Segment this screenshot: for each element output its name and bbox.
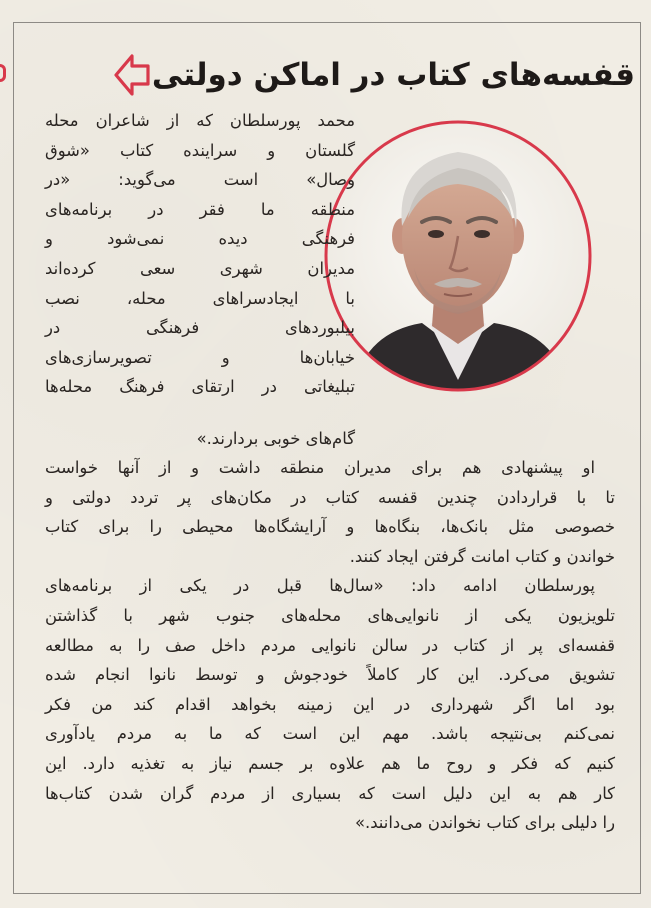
text-line: با ایجادسراهای محله، نصب (45, 288, 355, 308)
text-line: او پیشنهادی هم برای مدیران منطقه داشت و از آنها خواست (45, 458, 595, 477)
text-line: تبلیغاتی در ارتقای فرهنگ محله‌ها (45, 377, 355, 397)
paragraph-proposal (45, 453, 615, 571)
text-line: پورسلطان ادامه داد: «سال‌ها قبل در یکی از برنامه‌های (45, 576, 595, 596)
headline: قفسه‌های کتاب در اماکن دولتی (151, 57, 635, 93)
intro-paragraph-end (45, 424, 355, 454)
arrow-left-outline-icon (112, 50, 152, 100)
text-line: کنیم که فکر و روح ما هم علاوه بر جسم نیاز به تغذیه دارد. این (45, 753, 615, 773)
article-body (45, 453, 615, 838)
text-line: کار هم به این دلیل است که بسیاری از مردم گران شدن کتاب‌ها (45, 783, 615, 803)
text-line: خواندن و کتاب امانت گرفتن ایجاد کنند. (349, 546, 615, 566)
text-line: را دلیلی برای کتاب نخواندن می‌دانند.» (354, 813, 615, 833)
text-line: نمی‌کنم بی‌نتیجه باشد. مهم این است که ما به مردم یادآوری (45, 724, 615, 744)
text-line: بود اما اگر شهرداری در این زمینه بخواهد اقدام کند من فکر (45, 694, 615, 714)
portrait-photo (322, 118, 594, 394)
text-line: محمد پورسلطان که از شاعران محله (45, 111, 355, 130)
text-line: منطقه ما فقر در برنامه‌های (45, 199, 355, 219)
text-line: گام‌های خوبی بردارند.» (196, 429, 355, 448)
text-line: تلویزیون یکی از نانوایی‌های محله‌های جنوب شهر با گذاشتن (45, 605, 615, 625)
adjacent-column-marker (0, 64, 6, 82)
text-line: فرهنگی دیده نمی‌شود و (45, 229, 355, 249)
paragraph-quote (45, 571, 615, 837)
text-line: گلستان و سراینده کتاب «شوق (45, 140, 355, 160)
text-line: تا با قراردادن چندین قفسه کتاب در مکان‌های پر تردد دولتی و (45, 487, 615, 507)
portrait-illustration (322, 118, 594, 394)
text-line: تشویق می‌کرد. این کار کاملاً خودجوش و توسط نانوا انجام شده (45, 665, 615, 685)
text-line: بیلبوردهای فرهنگی در (45, 318, 355, 338)
text-line: خصوصی مثل بانک‌ها، بنگاه‌ها و آرایشگاه‌ها محیطی را برای کتاب (45, 517, 615, 537)
intro-paragraph (45, 106, 355, 402)
text-line: مدیران شهری سعی کرده‌اند (45, 258, 355, 278)
text-line: خیابان‌ها و تصویرسازی‌های (45, 347, 355, 367)
headline-block (108, 46, 635, 104)
text-line: قفسه‌ای پر از کتاب در سالن نانوایی مردم داخل صف را به مطالعه (45, 635, 615, 655)
text-line: وصال» است می‌گوید: «در (45, 170, 355, 190)
